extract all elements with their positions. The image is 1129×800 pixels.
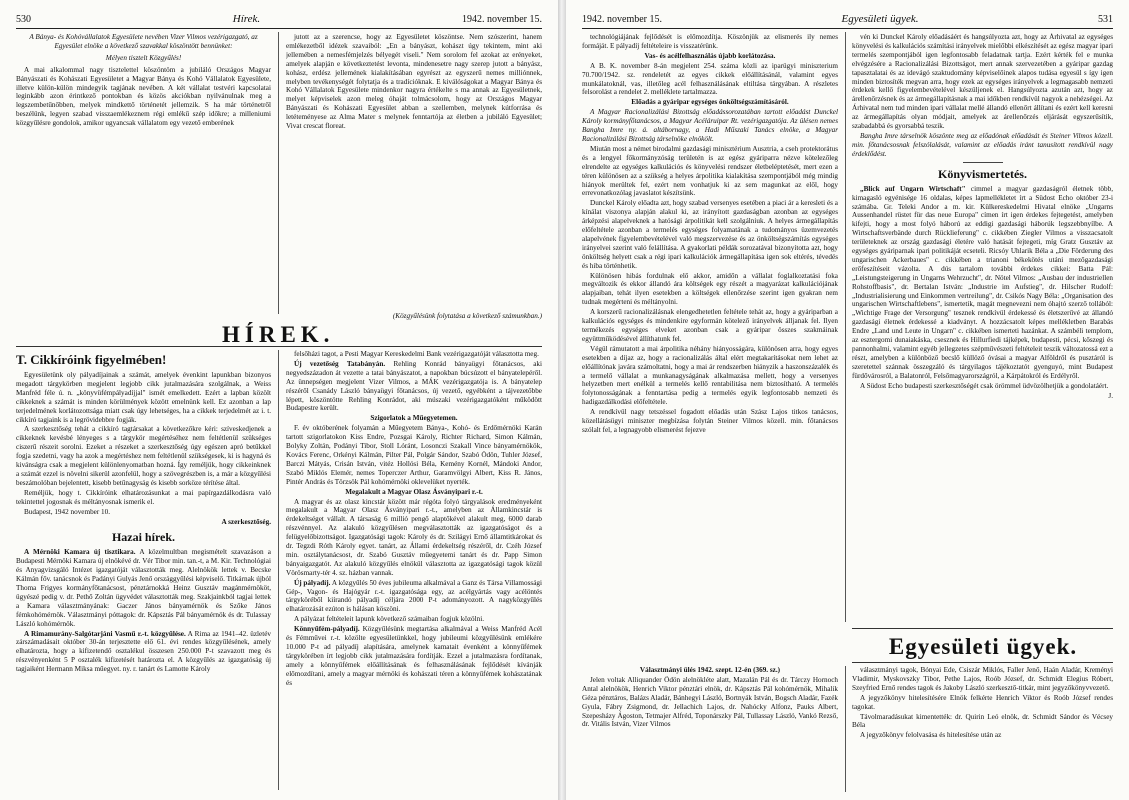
section-title-hirek: HÍREK. [222, 322, 335, 347]
speech-continuation: jutott az a szerencse, hogy az Egyesületet köszöntse. Nem szószerint, hanem emlékezetből idézek szavaiból: „En a bányászt, kohászt úgy tekintem, mint aki jellemében a nemesfémjelzés bélyegét viseli." Nem sorolom fel azokat az erényeket, amelyek alapján e következtetést levonta, mindenesetre nagy szerep jutott a bányász, kohász, erdész jellemének kialakításában egyrészt az egyszerű nemes milliónnek, melyben tevékenységét folytatja és a tradícióknak. E kiválóságokat a Magyar Bánya és Kohó Vállalatok Egyesülete mindenkor nagyra értékelte s ma annak az Egyesületnek, melyet képviselek azon meleg óhaját tolmácsolom, hogy az Országos Magyar Bányászati és Kohászati Egyesület abban a szellemben, melynek kútforrása és letéteményese az Alma Mater s melynek fenntartója az életben a jubiláló Egyesület; Vivat crescat floreat. [286, 33, 542, 131]
valasztmanyi-p3: A jegyzőkönyv hitelesítésére Elnök felkérte Henrich Viktor és Roób József rendes tagokat. [852, 693, 1113, 711]
r-col1-p7: A korszerű racionalizálásnak elengedhetetlen feltétele tehát az, hogy a gyáriparban a kalkulációs egységes és mindenkire egyformán kötelező irányelvek álljanak fel. Ilyen termékezés egységes elveket azonban csak a gyáripar összes szakmáinak együttműködésével állíthatunk fel. [582, 308, 838, 343]
right-header-rule [582, 28, 1113, 29]
left-top-col1 [16, 33, 271, 315]
right-page-header [582, 12, 1113, 26]
konyv-sign: J. [1108, 391, 1113, 400]
hazai-hirek-title: Hazai hírek. [111, 530, 176, 545]
col3-p4-lead: Megalakult a Magyar Olasz Ásványipari r.-t. [345, 487, 483, 496]
egyesuleti-ugyek-title: Egyesületi ügyek. [888, 634, 1078, 659]
left-header-rule [16, 28, 542, 29]
hazai-p2: A Rima az 1941–42. üzletév zárszámadásait október 30-án terjesztette elő 61. évi rendes közgyűlésének, amely elhatározta, hogy a kifizetendő osztalékul összesen 250.000 P-t szavazott meg és részvényenként 5 P osztalék kifizetését határozta el. A közgyűlés az igazgatóság új tagjaiként Hermann Miksa műegyet. ny. r. tanárt és Lamotte Károly [16, 629, 271, 674]
left-bottom-col1 [16, 350, 271, 790]
dateline: Budapest, 1942 november 10. [24, 507, 111, 516]
left-bottom-col2 [286, 350, 542, 790]
speech-text: A mai alkalommal nagy tisztelettel köszöntöm a jubiláló Országos Magyar Bányászati és Kohászati Egyesületet a Magyar Bánya és Kohó Vállalatok Egyesülete, illetve külön-külön mindegyik tagjának nevében. A két vállalat testvéri kapcsolatai leginkább azon érintkező pontokban és közös akciókban nyilvánulnak meg a legszembetűnőbben, melyek mindkettő történetét jellemzik. S ha már történetről beszélünk, legyen szabad visszaemlékeznem régi emlékű szép időkre; a milleniumi közgyűlésre gondolok, amikor ugyancsak vállalatom egy vezető emberének [16, 65, 271, 128]
col3-p5-lead: Új pályadíj. [294, 578, 331, 587]
cikkiroink-p3: Reméljük, hogy t. Cikkíróink elhatározásunkat a mai papírgazdálkodásra való tekintettel jogosnak és méltányosnak ismerik el. [16, 488, 271, 506]
right-bottom-col1 [582, 666, 838, 792]
r-col1-p8: Végül rámutatott a mai árpolitika néhány hiányosságára, különösen arra, hogy egyes esetekben a díjaz az, hogy a racionalizálás által elért megtakarításokat nem lehet az előállítónak javára számoltatni, hogy a mai ár rendszerben hiányzik a haszonszázalék és a termelő vállalat a munkanagyságának alkalmazása mellett, hogy a versenyes helyzetben mert enélkül a termelés kellő rentabilitása nem biztosítható. A termelés folytonosságának a fenntartása pedig a termelés egyik legfontosabb nemzeti és hadigazdálkodási előfeltétele. [582, 344, 838, 407]
right-bottom-col2 [852, 666, 1113, 792]
r-col2-p1: vén ki Dunckel Károly előadásáért és hangsúlyozta azt, hogy az Árhivatal az egységes könyvelési és kalkulációs számítási irányelvek mielőbbi elkészítését az egész magyar ipari termelés szempontjából igen legfontosabb feladatnak tartja. Ezért kérték fel e munka elvégzésére a Racionalizálási Bizottságot, mert annak szervezetében a gyáripar gazdag tapasztalatai és az idevágó szaktudomány képviselőinek alapos tudása egyesül s így igen minden biztosíték megvan arra, hogy ezek az egységes irányelvek a legmagasabb nemzeti érdekek kellő figyelembevételével készüljenek el. Hangsúlyozta azután azt, hogy az árellenőrzésnek és az ármegállapításnak a mai időkben rendkívül nagyok a nehézségei. Az Árhivatal nem tud minden ipari vállalat mellé állandó ellenőrt állítani és ezért kell keresni az ármegállapítás olyan módjait, amelyek az árellenőrzés eljárását egyszerűsítik, szabadabbá és gyorsabbá teszik. [852, 33, 1113, 131]
r-col1-p1: technológiájának fejlődését is előmozdítja. Köszönjük az elismerés ily nemes formáját. E pályadíj feltételeire is visszatérünk. [582, 33, 838, 50]
right-top-divider [845, 32, 846, 622]
col3-p2-lead: Új vezetőség Tatabányán. [294, 359, 386, 368]
right-page-date: 1942. november 15. [582, 13, 662, 25]
cikkiroink-title: T. Cikkíróink figyelmében! [16, 352, 167, 367]
col3-p5: A közgyűlés 50 éves jubileuma alkalmával a Ganz és Társa Villamossági Gép-, Vagon- és Hajógyár r.-t. igazgatósága egy, az acélgyártás vagy acélöntés tárgyköréből kiírandó pályadíj céljára 2000 P-t adományozott. A nagyközgyűlés elhatározását ezúton is hálásan köszöni. [286, 578, 542, 614]
col3-p3: F. év októberének folyamán a Műegyetem Bánya-, Kohó- és Erdőmérnöki Karán tartott szigorlatokon Kiss Endre, Pozsgai Károly, Richter Richard, Simon Kálmán, Bolyky Zoltán, Podányi Tibor, Stoll Lóránt, Losonczi Szakall Vince bányamérnökök, Kovács Ferenc, Orkényi Kálmán, Pilter Pál, Polgár Sándor, Szabó Ödön, Tuhler József, Barczi Mátyás, Crisán István, vitéz Hollósi Béla, Kemény Kornél, Mándoki Andor, Szabó Miklós Elemér, nemes Toperczer Arthur, Garamvölgyi Albert, Kiss R. János, Pintér András és Törzsök Pál kohómérnöki oklevelüket nyerték. [286, 424, 542, 486]
hazai-p2-lead: A Rimamurány-Salgótarjáni Vasmű r.-t. közgyűlése. [24, 629, 186, 638]
right-col2 [852, 33, 1113, 623]
left-top-divider [278, 32, 279, 314]
left-bottom-divider [278, 350, 279, 790]
greeting: Mélyen tisztelt Közgyűlés! [105, 53, 182, 62]
hirek-rule [16, 346, 542, 347]
valasztmanyi-lead: Választmányi ülés 1942. szept. 12-én (369. sz.) [639, 666, 781, 674]
r-col1-p2: A B. K. november 8-án megjelent 254. száma közli az iparügyi miniszterium 70.700/1942. sz. rendeletét az egyes cikkek előállításánál, valamint egyes munkálatoknál, vas, illetőleg acél felhasználásának eltiltása tárgyában. A részletes felsorolást a rendelet 2. melléklete tartalmazza. [582, 61, 838, 97]
right-col1 [582, 33, 838, 621]
left-page-date: 1942. november 15. [461, 13, 542, 25]
r-col1-p2-lead: Vas- és acélfelhasználás újabb korlátozása. [644, 51, 776, 60]
left-running-head: Hírek. [232, 13, 261, 25]
r-col1-p9: A rendkívül nagy tetszéssel fogadott előadás után Szász Lajos titkos tanácsos, közellátásügyi miniszter megbízása folytán Steiner Vilmos közell. min. főtanácsos szólalt fel, a legnagyobb elismerést fejezve [582, 408, 838, 434]
r-col1-p4: Miután most a német birodalmi gazdasági minisztérium Ausztria, a cseh protektorátus és a lengyel főkormányzóság területén is az egész gyáriparra nézve kötelezőleg elrendelte az egységes kalkulációs és könyvelési rendszer életbeléptetését, mert ezen a téren különösen az a szükség a helyes árpolitika kialakítása szempontjából még mindig hiányok merültek fel, ezért nem vonhatjuk ki az sem magunkat az elől, hogy errevonatkozólag javaslatot készítsünk. [582, 144, 838, 198]
konyvismertetes-title: Könyvismertetés. [938, 166, 1027, 181]
valasztmanyi-p5: A jegyzőkönyv felolvasása és hitelesítése után az [860, 731, 1002, 740]
right-page [566, 0, 1129, 800]
cikkiroink-p1: Egyesületünk oly pályadíjainak a számát, amelyek évenkint lapunkban bizonyos megadott tárgykörben megjelent legjobb cikk jutalmazására szolgálnak, a Weiss Manfréd féle ú. n. „könyvüfémpályadíjjal" ismét emelkedett. Ezért a lapban közölt cikkeknek a számát is minden körülmények között emelnünk kell. Ez azonban a lap terjedelmének korlátozottsága miatt csak úgy lehetséges, ha a cikkek terjedelmét az i. t. cikkíró tagjaink is a legrövidebbre fogják. [16, 371, 271, 424]
right-running-head: Egyesületi ügyek. [841, 13, 919, 25]
intro-text: A Bánya- és Kohóvállalatok Egyesülete nevében Vizer Vilmos vezérigazgató, az Egyesület elnöke a következő szavakkal köszöntött bennünket: [29, 33, 258, 50]
hazai-p1-lead: A Mérnöki Kamara új tisztikara. [24, 548, 136, 557]
valasztmanyi-p4: Távolmaradásukat kimentették: dr. Quirin Leó elnök, dr. Schmidt Sándor és Vécsey Béla [852, 712, 1113, 730]
col3-p2: Rehling Konrád bányaügyi főtanácsos, aki negyedszázadon át vezette a tatai bányászatot, a napokban búcsúzott el bányatelepéről. Az ünnepségen megjelent Vizer Vilmos, a MÁK vezérigazgatója is. A bányatelep részéről Csanády László bányaügyi főtanácsos, új vezető, egyébként a tájvezetőbbe lépett, köszöntötte Rehling Konrádot, aki múszaki vezérigazgatóként működött Budapestre került. [286, 359, 542, 413]
book-gutter [558, 0, 566, 800]
left-page-header [16, 12, 542, 26]
egyesuleti-top-rule [852, 628, 1113, 629]
left-page-number: 530 [16, 13, 31, 25]
valasztmanyi-p2: választmányi tagok, Bónyai Ede, Csiszár Miklós, Faller Jenő, Haán Aladár, Kreményi Vladimir, Myskovszky Tibor, Pethe Lajos, Roób József, dr. Schmidt Elegius Róbert, Szeyfried Ernő rendes tagok és Jakoby László szerkesztő-titkár, mint jegyzőkönyvvezető. [852, 666, 1113, 692]
konyv-p1-lead: „Blick auf Ungarn Wirtschaft" [860, 184, 966, 193]
r-col1-p5: Dunckel Károly előadta azt, hogy szabad versenyes esetében a piaci ár a keresleti és a kínálat viszonya alapján alakul ki, az irányított gazdaságban azonban az egységes árképzési alapelveknek a hatósági árpolitikát kell szolgálniuk. A helyes ármegállapítás előfeltétele azonban a termelés egységes folyamatának a tudományos üzemvezetés alapelvének figyelembevételével való megszervezése és az önköltségszámítás egységes irányelvei szerint való felállítása. A gyakorlati példák sorozatával bizonyította azt, hogy önköltség helyett csak a régi ipari kalkulációk ármegállapítása igen sok eltérés, tévedés és hiba történhetik. [582, 199, 838, 270]
continued-note: (Közgyűlésünk folytatása a következő számunkban.) [392, 312, 542, 320]
r-col1-p3: A Magyar Racionalizálási Bizottság előadássorozatában tartott előadást Dunckel Károly kormányfőtanácsos, a Magyar Acéláruipar Rt. vezérigazgatója. Az ülésen nemes Bangha Imre ny. á. altábornagy, a Hadi Műszaki Tanács elnöke, a Magyar Racionalizálási Bizottság társelnöke elnökölt. [582, 108, 838, 143]
right-page-number: 531 [1098, 13, 1113, 25]
hazai-p1: A közelmultban megismételt szavazáson a Budapesti Mérnöki Kamara új elnökévé dr. Vér Tibor min. tan.-t, a M. Kir. Technológiai és Anyagvizsgáló Intézet igazgatóját választották meg. Alelnökök lettek v. Becske Kálmán főv. tanácsnok és Padányi Gulyás Jenő országgyűlési képviselő. Titkárnak újból Thoma Frigyes kormányfőtanácsost, pénztárnokká Heinz Gusztáv magánmérnököt, ügyészé pedig v. dr. Pethő Zoltán ügyvédet választották meg. Szakjainkból tagjai lettek a Kamara választmányának: Gaczer János bányamérnök és Szőke János fémkohómérnök. Választmányi póttagok: dr. Kápsztás Pál bányamérnök és dr. Tulassay László kohómérnök. [16, 548, 271, 628]
r-col1-p3-lead: Előadás a gyáripar egységes önköltségszámításáról. [631, 98, 789, 107]
valasztmanyi-p1: Jelen voltak Alliquander Ödön alelnökléte alatt, Mazalán Pál és dr. Tárczy Hornoch Antal alelnökök, Henrich Viktor pénztári elnök, dr. Kápsztás Pál kohómérnök, Mihalik Géza pénztáros, Balázs Aladár, Bánhegyi László, Bortnyák István, Bogsch Aladár, Fazék Gyula, Fábry Zsigmond, dr. Jellachich Lajos, dr. Nahócky Alfonz, Pauks Albert, Szepesházy Ágoston, Tetmajer Alfréd, Toponárszky Pál, Tullassay László, Vankó Rezső, dr. Vitális István, Vizer Vilmos [582, 675, 838, 729]
r-col1-p6: Különösen hibás fordulnak elő akkor, amidőn a vállalat foglalkoztatási foka megváltozik és ekkor állandó ára költségek egy részét a magyarázat kalkulációjának alapjaiban, tehát ilyen esetekben a költségek ellenőrzése szerint igen gyakran nem tudnak megérteni és méltányolni. [582, 271, 838, 307]
col3-p3-lead: Szigorlatok a Műegyetemen. [370, 414, 458, 423]
left-top-col2 [286, 33, 542, 315]
col3-p4: A magyar és az olasz kincstár között már régóta folyó tárgyalások eredményeként megalakult a Magyar Olasz Ásványipari r.-t., amelyben az Államkincstár is érdekeltséget vállalt. A társaság 6 millió pengő alaptőkével alakult meg, 6000 darab részvénnyel. Az alakuló közgyűlésen megválasztották az igazgatóságot és a felügyelőbizottságot. Igazgatósági tagok: Károly és dr. Szilágyi Ernő államtitkárokat és dr. Tegzdi Róth Károly egyet. tanárt, az Állami érdekeltség részéről, dr. Czéh József min. osztálytanácsost, dr. Szabó Gusztáv műegyetemi tanárt és dr. Papp Simon bányaigazgatót. Az alakuló közgyűlés elnökül választotta az igazgatósági tagok közül Vörösmarty-tér 4. sz. házban vannak. [286, 497, 542, 577]
r-col2-p2: Bangha Imre társelnök köszönte meg az előadónak előadását és Steiner Vilmos közell. min. főtanácsosnak felszólalását, valamint az előadás iránt tanusított rendkívül nagy érdeklődést. [852, 131, 1113, 158]
konyv-p1: cimmel a magyar gazdaságról életnek több, kimagasló egyénisége 16 oldalas, képes lapmellékletet írt a Südost Echo október 23-i számába. Gr. Teleki Andor a m. kir. Külkereskedelmi Hivatal elnöke „Ungarns Aussenhandel rüstet für das neue Europa" címen írt igen érdekes fejtegetést, amelyben kifejti, hogy a most folyó háború az eddigi gazdasági háborúk legszebbnyílbe. A Wirtschaftsverbände durch Rücklieferung" c. cikkében Ziegler Vilmos a visszacsatolt területeknek az ország gazdasági életére való hatását fejtegeti, míg Gratz Gusztáv az egységes gyáriparnak ipari politikáját ecseteli. Ricsóy Uhlarik Béla a „Die Förderung des ungarischen Ackerbaues" c. cikkében a trianoni békekötés utáni mezőgazdasági erőfeszítéseit vázolta. A dús tartalom további érdekes cikkei: Batta Pál: „Leistungsteigerung in Ungarns Wehrzucht", dr. Nötel Vilmos: „Ausbau der industriellen Rohstoffbasis", dr. Bertalan István: „Industrie im Aufstieg", dr. Hilscher Rudolf: „Industrialisierung und Einkommen vertreilung", dr. Csikós Nagy Béla: „Organisation des ungarischen Wirtschaftlebens", ismertetik, magát megnevezni nem óhajtó szerző tollából: „Wichtige Frage der Versorgung" tesznek rendkívül érdekessé és életszerűvé az állandó gazdasági életnek érdekessé a kiadványt. A hozzácsatolt képes mellékletben Barabás Endre „Land und Leute in Ungarn" c. cikkében ismerteti hazánkat. A számbéli templom, az esztergomi dunaiakáska, csesznek és Hillurfiedi tájképek, budapesti, pécsi, kőszegi és pannonhalmi, valamint egyéb jellegzetes szépművészeti feltételeit teszik változatossá ezt a részt, amelyben a különböző becslő küllöző óvásai a magyar Alföldről és pusztáról is szeretettel szánnak összegzáló és tárgyilagos tájékoztatót gyenguyó, mint Budapest fürdővárosról, a Balatonról, Felsőmagyarországról, a Kárpátokról és Erdélyről. [852, 184, 1113, 380]
col3-p6: A pályázat feltételeit lapunk következő számaiban fogjuk közölni. [294, 615, 485, 624]
col3-p7-lead: Könnyűfém-pályadíj. [294, 625, 360, 634]
right-bottom-divider [845, 666, 846, 792]
cikkiroink-p2: A szerkesztőség tehát a cikkíró tagtársakat a következőkre kéri: szíveskedjenek a cikkeknek kevésbé lényeges s a tárgykör megértéséhez nem feltétlenül szükséges ciszerű részeit sorolni. Ezeket a részeket a szerkesztőség úgy egészen apró betűkkel fogja szedetni, vagy ha azok a megértéshez nem feltétlenül szükségesek, ki is hagyná és kivánságra csak a megjelent különlenyomatban hozná. Így reméljük, hogy cikkeinknek a számát ezzel is növelni sikerül azonfelül, hogy a szövegrészben is, a már a közgyűlési beszámolóban bejelentett, kisebb betűnagyság és kisebb sorköze térítése által. [16, 425, 271, 487]
signature: A szerkesztőség. [221, 517, 271, 526]
col3-p1: felsőházi tagot, a Pesti Magyar Kereskedelmi Bank vezérigazgatóját választotta meg. [294, 350, 539, 358]
left-page [0, 0, 558, 800]
section-separator [963, 162, 1003, 163]
konyv-p2: A Südost Echo budapesti szerkesztőségét csak örömmel üdvözölhetjük a gondolatáért. [860, 381, 1109, 390]
egyesuleti-bottom-rule [852, 662, 1113, 663]
col3-p7: Közgyűlésünk megtartása alkalmával a Weiss Manfréd Acél és Fémművei r.-t. közölte egyesületünkkel, hogy jubileumi közgyűlésünk emlékére 10.000 P-t ad pályadíj alapítására, amelynek kamatait évenként a könnyűfémek tárgykörében írt legjobb cikk jutalmazására fordítják. Ezzel a jutalmazásra fordítanak, amely a könnyűfémek előállításának és felhasználásának fejlődését kívánják előmozdítani, amely a magyar mérnöki és kohászati téren a könnyűfémek kohászatának és [286, 625, 542, 687]
